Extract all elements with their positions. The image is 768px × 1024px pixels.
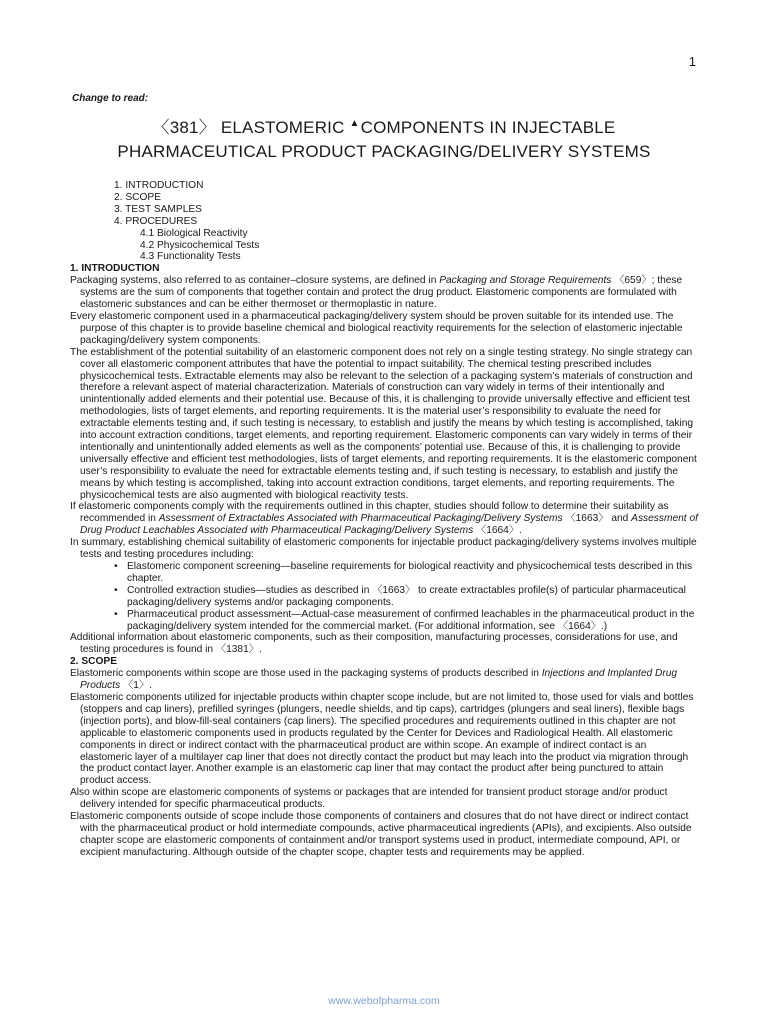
document-body	[70, 180, 700, 859]
intro-paragraph-2: Every elastomeric component used in a pharmaceutical packaging/delivery system should be proven suitable for its intended use. The purpose of this chapter is to provide baseline chemical and biological reactivity requirements for the selection of elastomeric injectable packaging/delivery system components.	[70, 310, 683, 346]
list-item: • Controlled extraction studies—studies as described in 〈1663〉 to create extractables profile(s) of particular pharmaceutical packaging/delivery systems and/or packaging components.	[114, 584, 686, 608]
reference-leachables: Assessment of Drug Product Leachables Associated with Pharmaceutical Packaging/Delivery Systems	[80, 513, 698, 537]
toc-item-biological-reactivity[interactable]: 4.1 Biological Reactivity	[140, 227, 248, 239]
bullet-icon: •	[114, 561, 118, 572]
section-heading-introduction: 1. INTRODUCTION	[70, 263, 160, 275]
page-number: 1	[688, 54, 696, 69]
revision-mark: ▲	[349, 118, 360, 129]
intro-paragraph-3: The establishment of the potential suitability of an elastomeric component does not rely on a single testing strategy. No single strategy can cover all elastomeric component attributes that have the potential to impact suitability. The chemical testing prescribed includes physicochemical tests. Extractable elements may also be relevant to the selection of a packaging system’s materials of construction and therefore a relevant aspect of material characterization. Materials of construction can vary widely in terms of their intentionally and unintentionally added elements and their potential use. Because of this, it is challenging to provide universally effective and efficient test methodologies, lists of target elements, and reporting requirements. It is the material user’s responsibility to evaluate the need for extractable elements testing and, if such testing is necessary, to establish and justify the means by which testing is accomplished, taking into account extraction conditions, target elements, and reporting requirement. Elastomeric components can vary widely in terms of their intentionally and unintentionally added elements as well as the components’ potential use. Because of this, it is challenging to provide universally effective and efficient test methodologies, lists of target elements, and reporting requirements. It is the elastomeric component user’s responsibility to evaluate the need for extractable elements testing and, if such testing is necessary, to establish and justify the means by which testing is accomplished, taking into account extraction conditions, target elements, and reporting requirements. The physicochemical tests are also augmented with biological reactivity tests.	[70, 346, 697, 501]
reference-injections: Injections and Implanted Drug Products	[80, 668, 678, 692]
bullet-icon: •	[114, 584, 118, 596]
change-note: Change to read:	[72, 93, 149, 104]
scope-paragraph-2: Elastomeric components utilized for injectable products within chapter scope include, but are not limited to, those used for vials and bottles (stoppers and cap liners), prefilled syringes (plungers, needle shields, and tip caps), cartridges (plungers and seal liners), flexible bags (injection ports), and blow-fill-seal containers (cap liners). The specified procedures and requirements outlined in this chapter are not applicable to elastomeric components used in products regulated by the Center for Devices and Radiological Health. All elastomeric components in direct or indirect contact with the pharmaceutical product are within scope. An example of indirect contact is an elastomeric layer of a multilayer cap liner that does not directly contact the product but may leach into the product via migration through the product contact layer. Another example is an elastomeric cap liner that may contact the product after being punctured to attain product access.	[70, 691, 694, 787]
title-line1-end: COMPONENTS IN INJECTABLE	[360, 118, 616, 137]
testing-bullet-list	[70, 561, 700, 632]
scope-paragraph-1: Elastomeric components within scope are those used in the packaging systems of products described in Injections and Implanted Drug Products 〈1〉.	[70, 668, 678, 692]
toc-item-physicochemical-tests[interactable]: 4.2 Physicochemical Tests	[140, 239, 260, 251]
scope-paragraph-4: Elastomeric components outside of scope include those components of containers and closures that do not have direct or indirect contact with the pharmaceutical product or hold intermediate compounds, active pharmaceutical ingredients (APIs), and excipients. Also outside chapter scope are elastomeric components of containment and/or transport systems used in product, intermediate compound, API, or excipient manufacturing. Although outside of the chapter scope, chapter tests and requirements may be applied.	[70, 811, 692, 858]
reference-packaging-storage: Packaging and Storage Requirements	[439, 275, 612, 287]
intro-paragraph-5: In summary, establishing chemical suitability of elastomeric components for injectable product packaging/delivery systems involves multiple tests and testing procedures including:	[70, 537, 697, 561]
table-of-contents	[114, 180, 700, 263]
toc-item-scope[interactable]: 2. SCOPE	[114, 191, 161, 203]
reference-extractables: Assessment of Extractables Associated with Pharmaceutical Packaging/Delivery Systems	[158, 513, 563, 525]
intro-paragraph-4: If elastomeric components comply with the requirements outlined in this chapter, studies should follow to determine their suitability as recommended in Assessment of Extractables Associated with Pharmaceutical Packaging/Delivery Systems 〈1663〉 and Assessment of Drug Product Leachables Associated with Pharmaceutical Packaging/Delivery Systems 〈1664〉.	[70, 501, 698, 537]
list-item: • Elastomeric component screening—baseline requirements for biological reactivity and physicochemical tests described in this chapter.	[114, 561, 693, 584]
scope-paragraph-3: Also within scope are elastomeric components of systems or packages that are intended for transient product storage and/or product delivery intended for specific pharmaceutical products.	[70, 787, 668, 811]
toc-item-test-samples[interactable]: 3. TEST SAMPLES	[114, 203, 202, 215]
chapter-title	[72, 112, 696, 164]
toc-item-functionality-tests[interactable]: 4.3 Functionality Tests	[140, 251, 241, 263]
toc-item-procedures[interactable]: 4. PROCEDURES	[114, 215, 198, 227]
section-heading-scope: 2. SCOPE	[70, 656, 117, 668]
list-item: • Pharmaceutical product assessment—Actual-case measurement of confirmed leachables in the pharmaceutical product in the packaging/delivery system intended for the commercial market. (For additional information, see 〈1664〉.)	[114, 608, 695, 632]
website-link[interactable]: www.webofpharma.com	[328, 995, 440, 1007]
toc-item-introduction[interactable]: 1. INTRODUCTION	[114, 180, 204, 191]
title-line2: PHARMACEUTICAL PRODUCT PACKAGING/DELIVERY SYSTEMS	[117, 142, 651, 161]
intro-paragraph-1: Packaging systems, also referred to as container–closure systems, are defined in Packaging and Storage Requirements 〈659〉; these systems are the sum of components that together contain and protect the drug product. Elastomeric components are formulated with elastomeric substances and can be either thermoset or thermoplastic in nature.	[70, 275, 683, 311]
bullet-icon: •	[114, 608, 118, 620]
intro-paragraph-6: Additional information about elastomeric components, such as their composition, manufacturing processes, considerations for use, and testing procedures is found in 〈1381〉.	[70, 632, 678, 656]
title-line1-start: 〈381〉 ELASTOMERIC	[152, 118, 345, 137]
